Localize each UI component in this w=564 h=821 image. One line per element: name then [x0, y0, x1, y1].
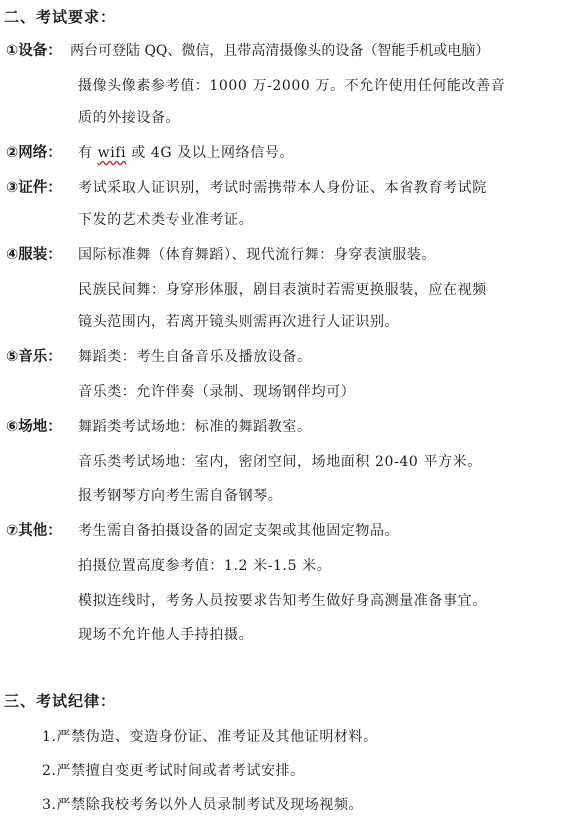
item-music	[6, 344, 554, 370]
item-line: 镜头范围内，若离开镜头则需再次进行人证识别。	[78, 314, 400, 330]
item-line: 音乐类：允许伴奏（录制、现场钢伴均可）	[78, 384, 356, 400]
item-label: ②网络：	[6, 145, 62, 161]
item-continuation	[6, 622, 554, 648]
item-continuation	[6, 277, 554, 303]
text-fragment: 或 4G 及以上网络信号。	[126, 145, 295, 161]
item-continuation	[6, 73, 554, 99]
item-line: 质的外接设备。	[78, 110, 181, 126]
item-label: ⑦其他：	[6, 523, 62, 539]
discipline-item: 1.严禁伪造、变造身份证、准考证及其他证明材料。	[42, 729, 378, 745]
item-equipment	[6, 38, 554, 64]
item-line: 民族民间舞：身穿形体服，剧目表演时若需更换服装，应在视频	[78, 282, 487, 298]
item-label: ③证件：	[6, 180, 62, 196]
item-line: 下发的艺术类专业准考证。	[78, 212, 254, 228]
item-clothing	[6, 242, 554, 268]
item-venue	[6, 414, 554, 440]
item-label: ④服装：	[6, 247, 62, 263]
section-title-requirements: 二、考试要求：	[4, 8, 117, 26]
item-line: 音乐类考试场地：室内，密闭空间，场地面积 20-40 平方米。	[78, 454, 482, 470]
item-line: 摄像头像素参考值：1000 万-2000 万。不允许使用任何能改善音	[78, 78, 506, 94]
section-title-discipline: 三、考试纪律：	[4, 692, 117, 710]
item-continuation	[6, 207, 554, 233]
item-continuation	[6, 449, 554, 475]
item-documents	[6, 175, 554, 201]
item-other	[6, 518, 554, 544]
item-continuation	[6, 483, 554, 509]
item-line: 考试采取人证识别，考试时需携带本人身份证、本省教育考试院	[78, 180, 487, 196]
text-fragment: 有	[78, 145, 98, 161]
item-line: 两台可登陆 QQ、微信，且带高清摄像头的设备（智能手机或电脑）	[70, 43, 490, 59]
item-line: 考生需自备拍摄设备的固定支架或其他固定物品。	[78, 523, 400, 539]
item-continuation	[6, 309, 554, 335]
item-continuation	[6, 105, 554, 131]
item-line	[78, 140, 554, 166]
item-line: 模拟连线时，考务人员按要求告知考生做好身高测量准备事宜。	[78, 593, 487, 609]
item-line: 舞蹈类：考生自备音乐及播放设备。	[78, 349, 312, 365]
item-label: ①设备：	[6, 43, 62, 59]
item-continuation	[6, 588, 554, 614]
item-network	[6, 140, 554, 166]
discipline-item: 2.严禁擅自变更考试时间或者考试安排。	[42, 763, 305, 779]
item-line: 现场不允许他人手持拍摄。	[78, 627, 254, 643]
wifi-word: wifi	[97, 145, 127, 161]
discipline-item: 3.严禁除我校考务以外人员录制考试及现场视频。	[42, 797, 364, 813]
item-continuation	[6, 379, 554, 405]
item-line: 国际标准舞（体育舞蹈）、现代流行舞：身穿表演服装。	[78, 247, 436, 263]
item-line: 舞蹈类考试场地：标准的舞蹈教室。	[78, 419, 312, 435]
item-line: 报考钢琴方向考生需自备钢琴。	[78, 488, 283, 504]
item-continuation	[6, 553, 554, 579]
item-label: ⑤音乐：	[6, 349, 62, 365]
item-line: 拍摄位置高度参考值：1.2 米-1.5 米。	[78, 558, 332, 574]
item-label: ⑥场地：	[6, 419, 62, 435]
